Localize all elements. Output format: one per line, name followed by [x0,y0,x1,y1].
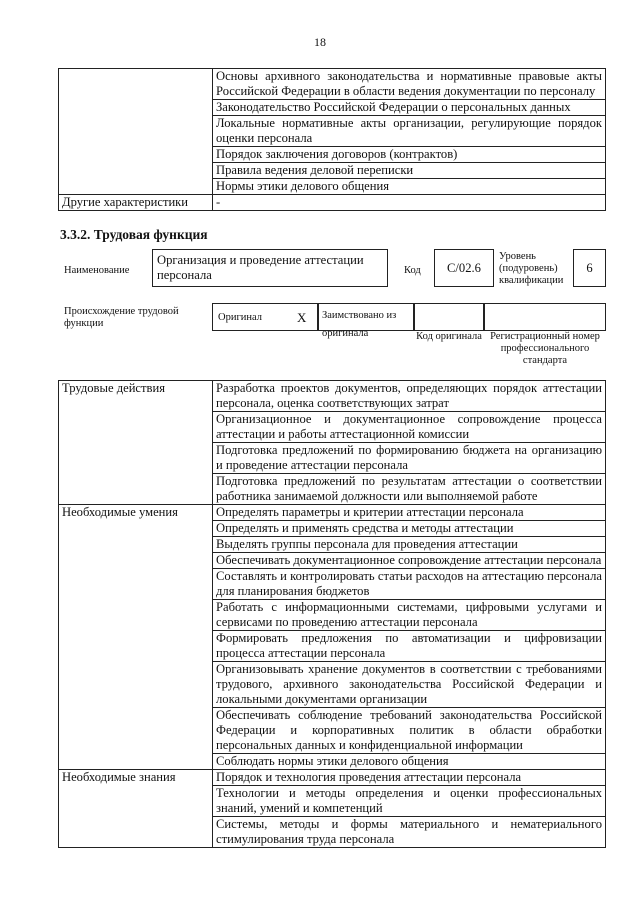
skill-item: Обеспечивать соблюдение требований законодательства Российской Федерации и корпоративных политик в области обработки персональных данных и конфиденциальной информации [213,708,606,754]
original-code-box [414,303,484,331]
skills-label: Необходимые умения [59,505,213,770]
action-item: Разработка проектов документов, определяющих порядок аттестации персонала, оценка соответствующих затрат [213,381,606,412]
knowledge-item: Порядок заключения договоров (контрактов) [213,147,606,163]
knowledge-item: Локальные нормативные акты организации, регулирующие порядок оценки персонала [213,116,606,147]
table-row [59,381,606,412]
skill-item: Соблюдать нормы этики делового общения [213,754,606,770]
knowledge-label: Необходимые знания [59,770,213,848]
name-label: Наименование [64,265,130,276]
labor-function-table [58,380,606,848]
other-characteristics-value: - [213,195,606,211]
skill-item: Формировать предложения по автоматизации и цифровизации процесса аттестации персонала [213,631,606,662]
knowledge-item: Правила ведения деловой переписки [213,163,606,179]
skill-item: Обеспечивать документационное сопровождение аттестации персонала [213,553,606,569]
qualification-level-value: 6 [586,261,593,275]
page-number: 18 [314,35,326,49]
other-characteristics-label: Другие характеристики [59,195,213,211]
action-item: Подготовка предложений по формированию бюджета на организацию и проведение аттестации персонала [213,443,606,474]
knowledge-item: Нормы этики делового общения [213,179,606,195]
origin-label: Происхождение трудовой функции [64,306,179,329]
knowledge-item: Системы, методы и формы материального и нематериального стимулирования труда персонала [213,817,606,848]
original-code-caption: Код оригинала [416,331,482,342]
skill-item: Составлять и контролировать статьи расходов на аттестацию персонала для планирования бюджетов [213,569,606,600]
skill-item: Организовывать хранение документов в соответствии с требованиями трудового, архивного законодательства Российской Федерации и локальными документами организации [213,662,606,708]
borrowed-box [318,303,414,339]
table-row [59,770,606,786]
knowledge-continuation-table [58,68,606,211]
code-box [434,249,494,287]
table-row [59,69,606,100]
skill-item: Определять и применять средства и методы аттестации [213,521,606,537]
registration-number-caption: Регистрационный номер профессионального стандарта [490,331,600,366]
skill-item: Работать с информационными системами, цифровыми услугами и сервисами по проведению аттестации персонала [213,600,606,631]
knowledge-item: Основы архивного законодательства и нормативные правовые акты Российской Федерации в области ведения документации по персоналу [213,69,606,100]
level-box [573,249,606,287]
knowledge-item: Законодательство Российской Федерации о персональных данных [213,100,606,116]
function-name-value: Организация и проведение аттестации персонала [157,253,364,282]
knowledge-item: Порядок и технология проведения аттестации персонала [213,770,606,786]
skill-item: Выделять группы персонала для проведения аттестации [213,537,606,553]
skill-item: Определять параметры и критерии аттестации персонала [213,505,606,521]
empty-label-cell [59,69,213,195]
code-label: Код [404,265,421,276]
actions-label: Трудовые действия [59,381,213,505]
level-label: Уровень (подуровень) квалификации [499,251,564,286]
borrowed-label: Заимствовано из оригинала [322,310,397,339]
table-row [59,505,606,521]
original-label: Оригинал [218,312,262,323]
registration-number-box [484,303,606,331]
action-item: Организационное и документационное сопровождение процесса аттестации и работы аттестационной комиссии [213,412,606,443]
original-box [212,303,318,331]
table-row [59,195,606,211]
original-mark: X [297,310,307,325]
function-code-value: C/02.6 [447,261,481,275]
section-title: 3.3.2. Трудовая функция [60,227,208,242]
action-item: Подготовка предложений по результатам аттестации о соответствии работника занимаемой должности или выполняемой работе [213,474,606,505]
function-name-box [152,249,388,287]
knowledge-item: Технологии и методы определения и оценки профессиональных знаний, умений и компетенций [213,786,606,817]
